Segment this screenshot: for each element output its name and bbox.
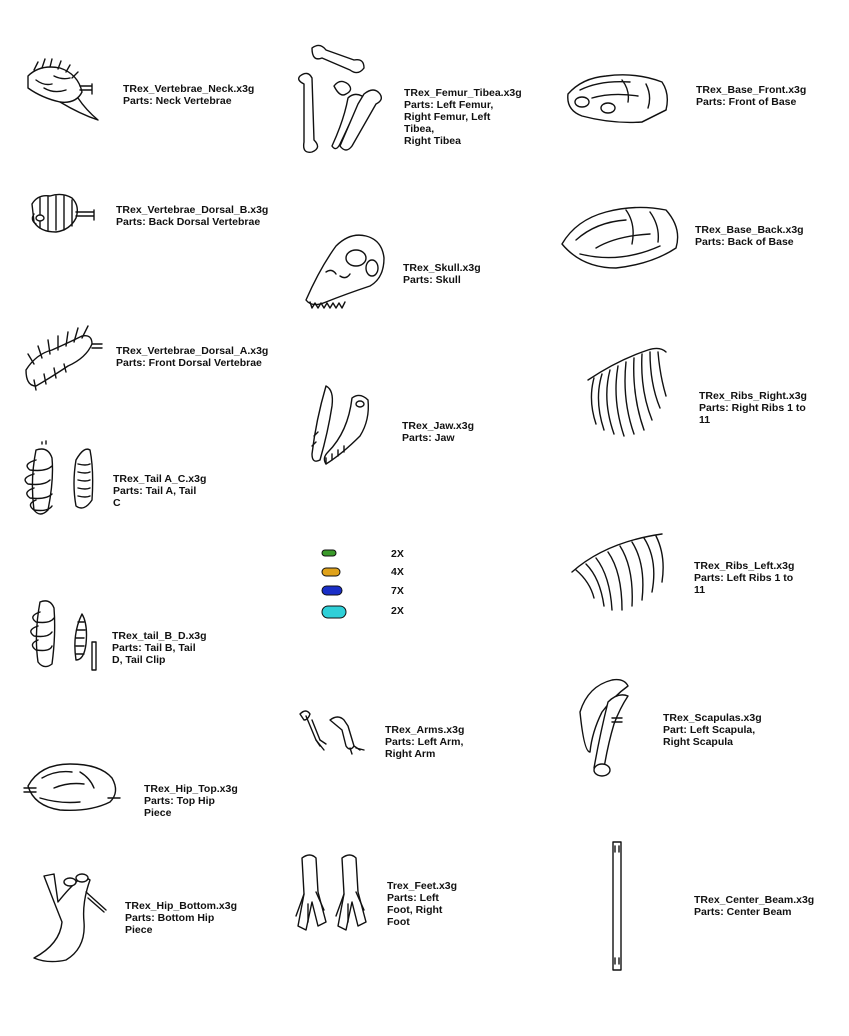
part-label (695, 224, 804, 248)
file-name: TRex_Scapulas.x3g (663, 712, 762, 724)
parts-list: Part: Left Scapula, Right Scapula (663, 724, 756, 748)
parts-list: Parts: Bottom Hip Piece (125, 912, 215, 936)
file-name: TRex_Ribs_Right.x3g (699, 390, 807, 402)
pin-row (320, 603, 440, 621)
base-back-icon (556, 198, 686, 276)
femur-tibea-icon (294, 40, 404, 160)
pin-quantity: 2X (391, 548, 404, 560)
part-label (144, 783, 238, 819)
part-label (696, 84, 806, 108)
file-name: TRex_Base_Front.x3g (696, 84, 807, 96)
part-label (403, 262, 481, 286)
part-label (402, 420, 474, 444)
parts-list: Parts: Left Femur, Right Femur, Left Tibea, Right Tibea (404, 99, 494, 147)
part-label (123, 83, 254, 107)
parts-list: Parts: Center Beam (694, 906, 792, 918)
parts-list: Parts: Right Ribs 1 to 11 (699, 402, 806, 426)
green-pin-icon (320, 546, 340, 560)
pin-row (320, 583, 440, 601)
file-name: TRex_Skull.x3g (403, 262, 481, 274)
file-name: TRex_tail_B_D.x3g (112, 630, 207, 642)
parts-list: Parts: Skull (403, 274, 461, 286)
skull-icon (296, 228, 388, 318)
part-label (387, 880, 457, 928)
file-name: TRex_Center_Beam.x3g (694, 894, 815, 906)
part-label (125, 900, 237, 936)
parts-list: Parts: Front of Base (696, 96, 797, 108)
yellow-pin-icon (320, 564, 344, 580)
cyan-pin-icon (320, 603, 350, 623)
neck-vertebrae-icon (20, 58, 110, 128)
parts-list: Parts: Jaw (402, 432, 455, 444)
blue-pin-icon (320, 583, 346, 599)
part-label (112, 630, 207, 666)
dorsal-a-vertebrae-icon (20, 320, 105, 395)
feet-icon (292, 852, 372, 938)
file-name: TRex_Femur_Tibea.x3g (404, 87, 522, 99)
parts-list: Parts: Left Ribs 1 to 11 (694, 572, 794, 596)
file-name: TRex_Vertebrae_Dorsal_B.x3g (116, 204, 269, 216)
base-front-icon (562, 70, 674, 130)
parts-list: Parts: Left Foot, Right Foot (387, 892, 443, 928)
file-name: TRex_Hip_Bottom.x3g (125, 900, 238, 912)
part-label (663, 712, 762, 748)
center-beam-icon (608, 838, 628, 974)
part-label (404, 87, 522, 147)
part-label (116, 345, 268, 369)
pin-row (320, 564, 440, 582)
arms-icon (294, 706, 374, 756)
pin-row (320, 546, 440, 564)
hip-bottom-icon (24, 862, 114, 968)
parts-list: Parts: Back Dorsal Vertebrae (116, 216, 261, 228)
part-label (385, 724, 464, 760)
parts-list: Parts: Top Hip Piece (144, 795, 215, 819)
pin-quantity: 7X (391, 585, 404, 597)
tail-a-c-icon (18, 440, 108, 520)
pin-quantity: 4X (391, 566, 404, 578)
part-label (113, 473, 206, 509)
parts-list: Parts: Neck Vertebrae (123, 95, 232, 107)
file-name: TRex_Hip_Top.x3g (144, 783, 238, 795)
scapulas-icon (568, 672, 636, 784)
pin-quantity: 2X (391, 605, 404, 617)
hip-top-icon (20, 758, 130, 818)
dorsal-b-vertebrae-icon (26, 190, 101, 240)
parts-list: Parts: Back of Base (695, 236, 794, 248)
file-name: TRex_Vertebrae_Neck.x3g (123, 83, 255, 95)
ribs-right-icon (578, 340, 676, 440)
ribs-left-icon (566, 526, 672, 616)
parts-list: Parts: Front Dorsal Vertebrae (116, 357, 262, 369)
file-name: TRex_Tail A_C.x3g (113, 473, 207, 485)
parts-list: Parts: Left Arm, Right Arm (385, 736, 464, 760)
part-label (116, 204, 268, 228)
parts-list: Parts: Tail A, Tail C (113, 485, 197, 509)
file-name: TRex_Vertebrae_Dorsal_A.x3g (116, 345, 269, 357)
parts-list: Parts: Tail B, Tail D, Tail Clip (112, 642, 196, 666)
part-label (699, 390, 807, 426)
part-label (694, 560, 794, 596)
file-name: TRex_Jaw.x3g (402, 420, 474, 432)
file-name: TRex_Base_Back.x3g (695, 224, 804, 236)
file-name: TRex_Ribs_Left.x3g (694, 560, 795, 572)
file-name: TRex_Arms.x3g (385, 724, 465, 736)
tail-b-d-icon (26, 594, 106, 674)
jaw-icon (302, 380, 378, 470)
part-label (694, 894, 814, 918)
file-name: Trex_Feet.x3g (387, 880, 458, 892)
